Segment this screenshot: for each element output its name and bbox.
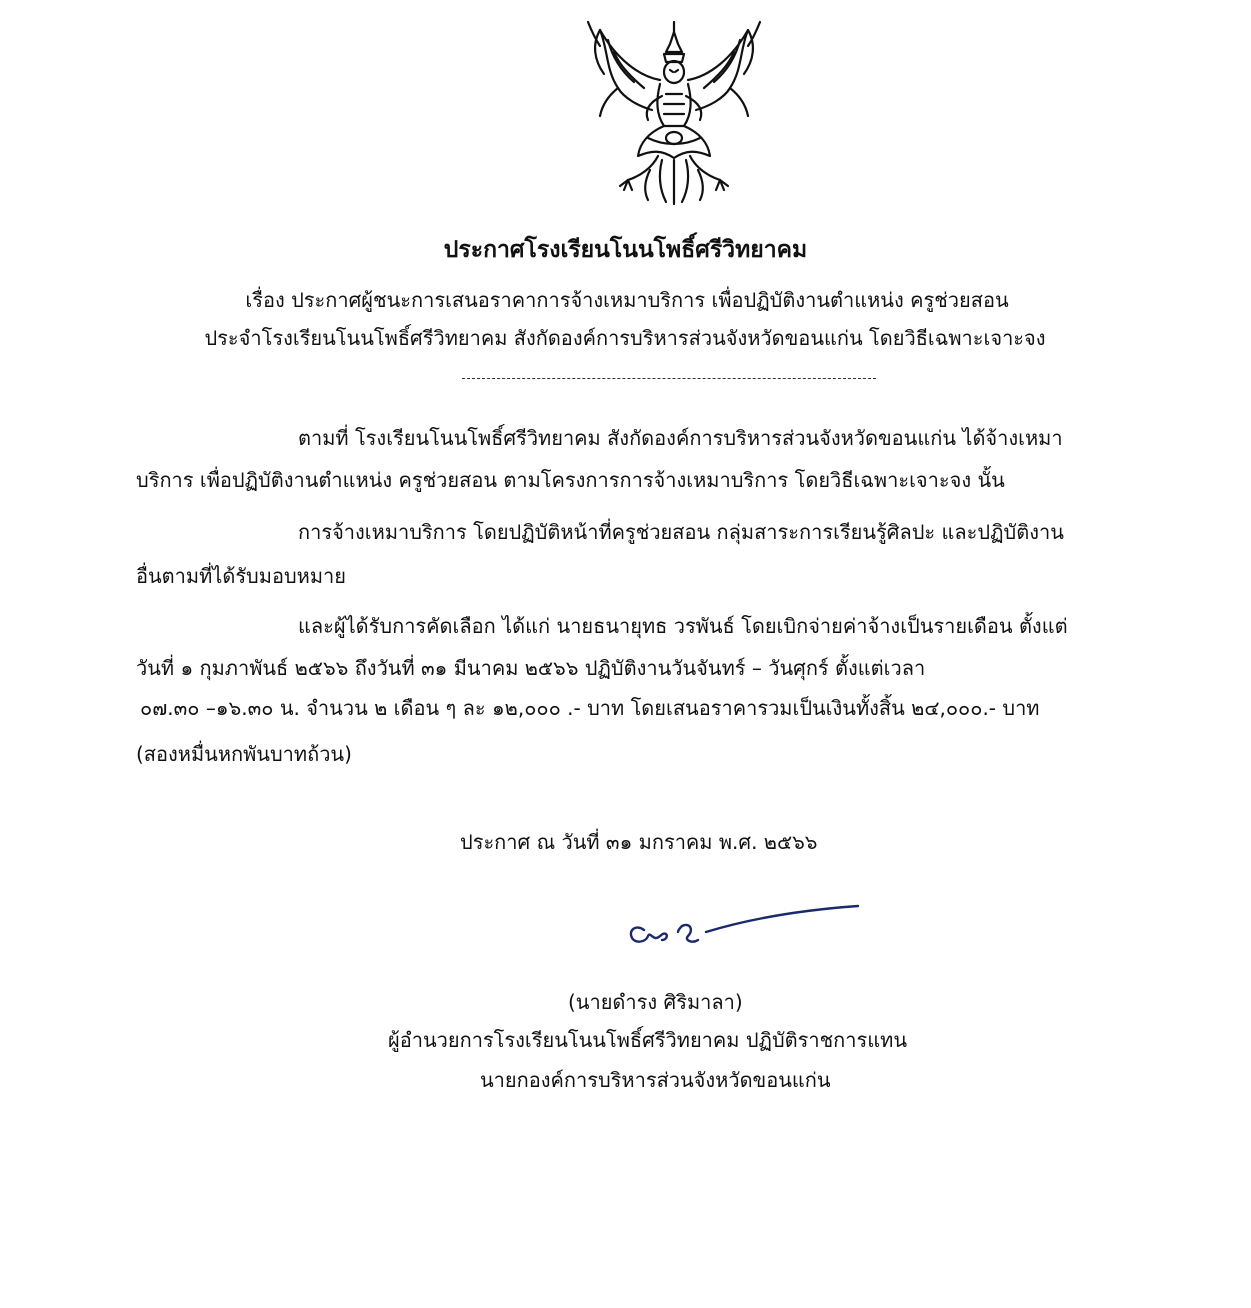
signatory-position-1: ผู้อำนวยการโรงเรียนโนนโพธิ์ศรีวิทยาคม ปฏิบัติราชการแทน xyxy=(388,1028,908,1052)
subject-line-2: ประจำโรงเรียนโนนโพธิ์ศรีวิทยาคม สังกัดองค์การบริหารส่วนจังหวัดขอนแก่น โดยวิธีเฉพาะเจาะจง xyxy=(204,326,1046,350)
paragraph-2-line-1: การจ้างเหมาบริการ โดยปฏิบัติหน้าที่ครูช่วยสอน กลุ่มสาระการเรียนรู้ศิลปะ และปฏิบัติงาน xyxy=(298,520,1064,544)
paragraph-3-line-1: และผู้ได้รับการคัดเลือก ได้แก่ นายธนายุทธ วรพันธ์ โดยเบิกจ่ายค่าจ้างเป็นรายเดือน ตั้งแต่ xyxy=(298,614,1068,638)
garuda-emblem-icon xyxy=(578,10,770,210)
paragraph-1-line-2: บริการ เพื่อปฏิบัติงานตำแหน่ง ครูช่วยสอน ตามโครงการการจ้างเหมาบริการ โดยวิธีเฉพาะเจาะจง นั้น xyxy=(136,468,1005,492)
paragraph-1-line-1: ตามที่ โรงเรียนโนนโพธิ์ศรีวิทยาคม สังกัดองค์การบริหารส่วนจังหวัดขอนแก่น ได้จ้างเหมา xyxy=(298,426,1063,450)
document-title: ประกาศโรงเรียนโนนโพธิ์ศรีวิทยาคม xyxy=(443,237,808,263)
handwritten-signature-icon xyxy=(622,896,862,956)
signatory-position-2: นายกองค์การบริหารส่วนจังหวัดขอนแก่น xyxy=(480,1068,831,1092)
paragraph-2-line-2: อื่นตามที่ได้รับมอบหมาย xyxy=(136,564,346,588)
announce-date: ประกาศ ณ วันที่ ๓๑ มกราคม พ.ศ. ๒๕๖๖ xyxy=(460,830,818,854)
paragraph-3-line-4: (สองหมื่นหกพันบาทถ้วน) xyxy=(136,742,352,766)
paragraph-3-line-2: วันที่ ๑ กุมภาพันธ์ ๒๕๖๖ ถึงวันที่ ๓๑ มีนาคม ๒๕๖๖ ปฏิบัติงานวันจันทร์ – วันศุกร์ ตั้งแต่เวลา xyxy=(136,656,926,680)
signatory-name: (นายดำรง ศิริมาลา) xyxy=(568,990,743,1014)
divider xyxy=(462,378,876,379)
paragraph-3-line-3: ๐๗.๓๐ –๑๖.๓๐ น. จำนวน ๒ เดือน ๆ ละ ๑๒,๐๐๐ .- บาท โดยเสนอราคารวมเป็นเงินทั้งสิ้น ๒๔,๐๐๐.- บาท xyxy=(140,696,1040,720)
subject-line-1: เรื่อง ประกาศผู้ชนะการเสนอราคาการจ้างเหมาบริการ เพื่อปฏิบัติงานตำแหน่ง ครูช่วยสอน xyxy=(245,288,1009,312)
